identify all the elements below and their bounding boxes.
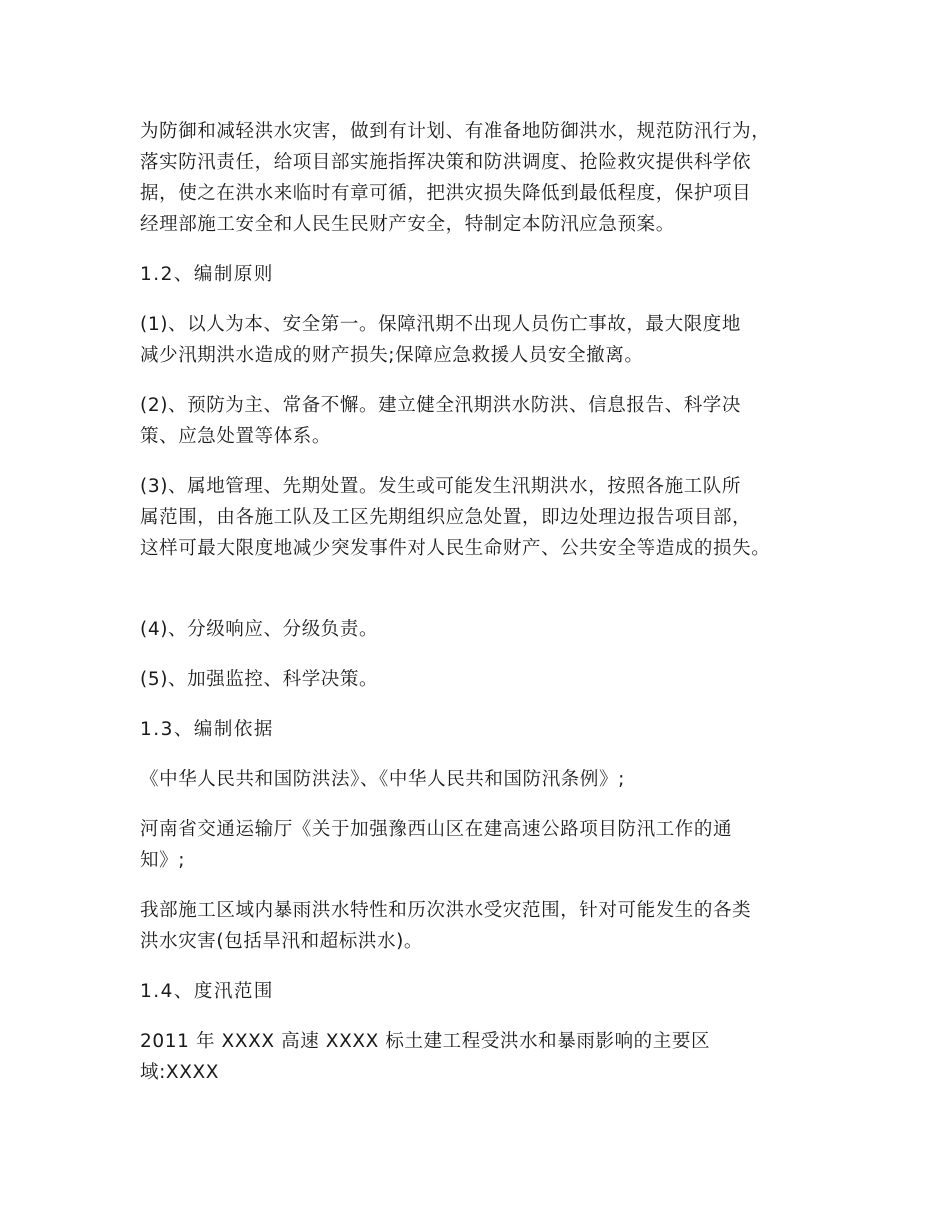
text-line: 策、应急处置等体系。	[140, 426, 332, 447]
text-line: 经理部施工安全和人民生民财产安全，特制定本防汛应急预案。	[140, 214, 675, 235]
principle-paragraph-4: (4)、分级响应、分级负责。	[140, 619, 379, 640]
text-line: (2)、预防为主、常备不懈。建立健全汛期洪水防洪、信息报告、科学决	[140, 395, 742, 416]
text-line: 洪水灾害(包括旱汛和超标洪水)。	[140, 931, 424, 952]
scope-paragraph-1	[140, 1026, 830, 1088]
text-line: 落实防汛责任，给项目部实施指挥决策和防洪调度、抢险救灾提供科学依	[140, 152, 752, 173]
text-line: 为防御和减轻洪水灾害，做到有计划、有准备地防御洪水，规范防汛行为，	[140, 121, 771, 142]
text-line: 属范围，由各施工队及工区先期组织应急处置，即边处理边报告项目部，	[140, 507, 752, 528]
basis-paragraph-2	[140, 814, 830, 876]
text-line: 减少汛期洪水造成的财产损失;保障应急救援人员安全撤离。	[140, 345, 644, 366]
text-line: 据，使之在洪水来临时有章可循，把洪灾损失降低到最低程度，保护项目	[140, 183, 752, 204]
section-heading-1-2: 1.2、编制原则	[140, 264, 274, 285]
text-line: (1)、以人为本、安全第一。保障汛期不出现人员伤亡事故，最大限度地	[140, 314, 742, 335]
text-line: 知》;	[140, 850, 186, 871]
section-heading-1-3: 1.3、编制依据	[140, 719, 274, 740]
principle-paragraph-3	[140, 471, 830, 564]
document-body	[140, 116, 830, 1107]
text-line: (3)、属地管理、先期处置。发生或可能发生汛期洪水，按照各施工队所	[140, 476, 742, 497]
principle-paragraph-1	[140, 309, 830, 371]
basis-paragraph-3	[140, 895, 830, 957]
intro-paragraph	[140, 116, 830, 240]
principle-paragraph-5: (5)、加强监控、科学决策。	[140, 669, 379, 690]
text-line: 2011 年 XXXX 高速 XXXX 标土建工程受洪水和暴雨影响的主要区	[140, 1031, 711, 1052]
text-line: 域:XXXX	[140, 1062, 220, 1083]
basis-paragraph-1: 《中华人民共和国防洪法》、《中华人民共和国防汛条例》;	[140, 769, 625, 790]
principle-paragraph-2	[140, 390, 830, 452]
text-line: 这样可最大限度地减少突发事件对人民生命财产、公共安全等造成的损失。	[140, 538, 771, 559]
text-line: 我部施工区域内暴雨洪水特性和历次洪水受灾范围，针对可能发生的各类	[140, 900, 752, 921]
section-heading-1-4: 1.4、度汛范围	[140, 981, 274, 1002]
text-line: 河南省交通运输厅《关于加强豫西山区在建高速公路项目防汛工作的通	[140, 819, 733, 840]
